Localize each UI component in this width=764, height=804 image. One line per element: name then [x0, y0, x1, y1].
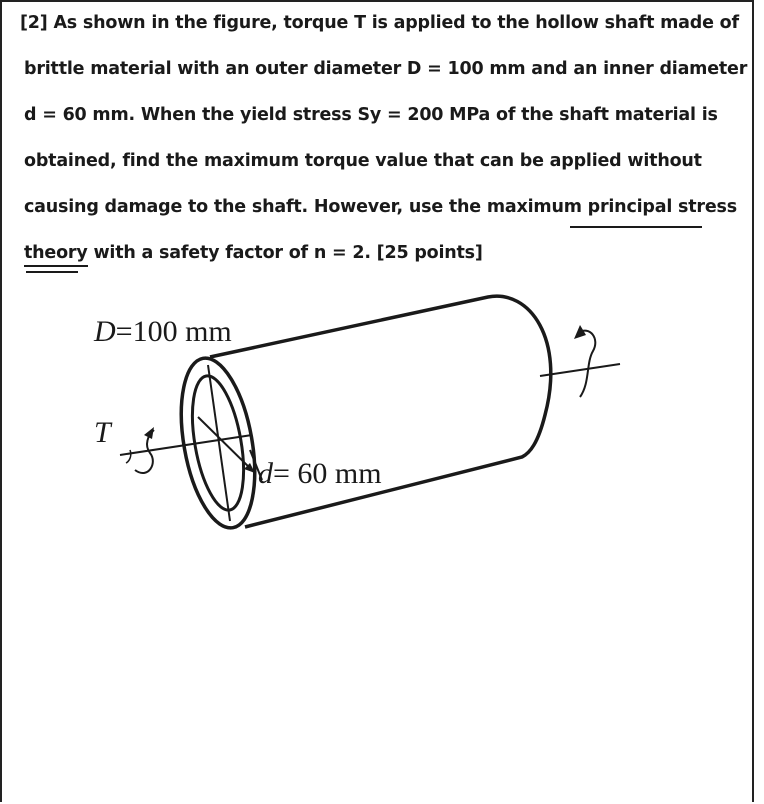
problem-statement: [20, 4, 748, 280]
shaft-body: [210, 296, 551, 527]
underlined-word-theory: theory: [24, 241, 88, 267]
left-torque-tail: [126, 450, 131, 463]
left-torque-arrowhead: [144, 427, 154, 439]
problem-line-2: brittle material with an outer diameter D = 100 mm and an inner diameter: [24, 59, 748, 79]
principal-stress-underline: [570, 226, 702, 228]
inner-diameter-label: d= 60 mm: [258, 457, 382, 490]
torque-label: T: [94, 416, 111, 449]
outer-diameter-label: D=100 mm: [94, 315, 232, 348]
right-torque-arrow: [578, 331, 595, 397]
hollow-shaft-figure: [60, 285, 660, 555]
problem-line-3: d = 60 mm. When the yield stress Sy = 200 MPa of the shaft material is: [24, 105, 718, 125]
problem-line-5: causing damage to the shaft. However, use the maximum principal stress: [24, 197, 737, 217]
problem-line-6: [24, 234, 739, 280]
problem-line-6-rest: with a safety factor of n = 2. [25 points]: [87, 243, 483, 263]
theory-underline: [26, 271, 78, 273]
problem-line-4: obtained, find the maximum torque value that can be applied without: [24, 151, 702, 171]
problem-line-1: [2] As shown in the figure, torque T is applied to the hollow shaft made of: [20, 13, 739, 33]
right-torque-arrowhead: [574, 325, 586, 339]
